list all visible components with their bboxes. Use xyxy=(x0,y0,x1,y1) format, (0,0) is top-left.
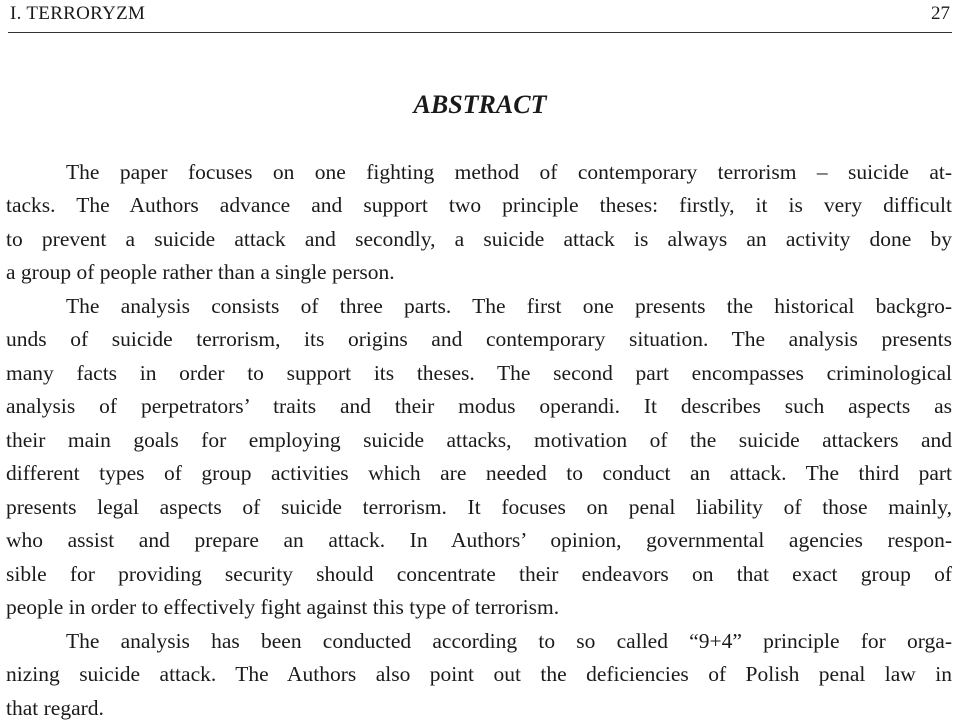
text-line: tacks. The Authors advance and support two principle theses: firstly, it is very difficult xyxy=(6,193,952,217)
text-line: analysis of perpetrators’ traits and their modus operandi. It describes such aspects as xyxy=(6,394,952,418)
abstract-heading: ABSTRACT xyxy=(413,90,547,119)
text-line: The paper focuses on one fighting method of contemporary terrorism – suicide at- xyxy=(66,160,952,184)
text-line: presents legal aspects of suicide terrorism. It focuses on penal liability of those mainly, xyxy=(6,495,952,519)
text-line: many facts in order to support its theses. The second part encompasses criminological xyxy=(6,361,952,385)
page-number: 27 xyxy=(931,3,950,24)
text-line: different types of group activities which are needed to conduct an attack. The third part xyxy=(6,461,952,485)
text-line: their main goals for employing suicide attacks, motivation of the suicide attackers and xyxy=(6,428,952,452)
section-title: I. TERRORYZM xyxy=(10,3,146,24)
text-line: that regard. xyxy=(6,696,104,720)
text-line: unds of suicide terrorism, its origins and contemporary situation. The analysis presents xyxy=(6,327,952,351)
text-line: a group of people rather than a single person. xyxy=(6,260,395,284)
text-line: people in order to effectively fight against this type of terrorism. xyxy=(6,595,560,619)
text-line: nizing suicide attack. The Authors also point out the deficiencies of Polish penal law in xyxy=(6,662,952,686)
text-line: The analysis consists of three parts. The first one presents the historical backgro- xyxy=(66,294,952,318)
text-line: who assist and prepare an attack. In Authors’ opinion, governmental agencies respon- xyxy=(6,528,952,552)
running-header xyxy=(8,0,952,33)
text-line: The analysis has been conducted according to so called “9+4” principle for orga- xyxy=(66,629,952,653)
text-line: sible for providing security should concentrate their endeavors on that exact group of xyxy=(6,562,952,586)
text-line: to prevent a suicide attack and secondly, a suicide attack is always an activity done by xyxy=(6,227,952,251)
